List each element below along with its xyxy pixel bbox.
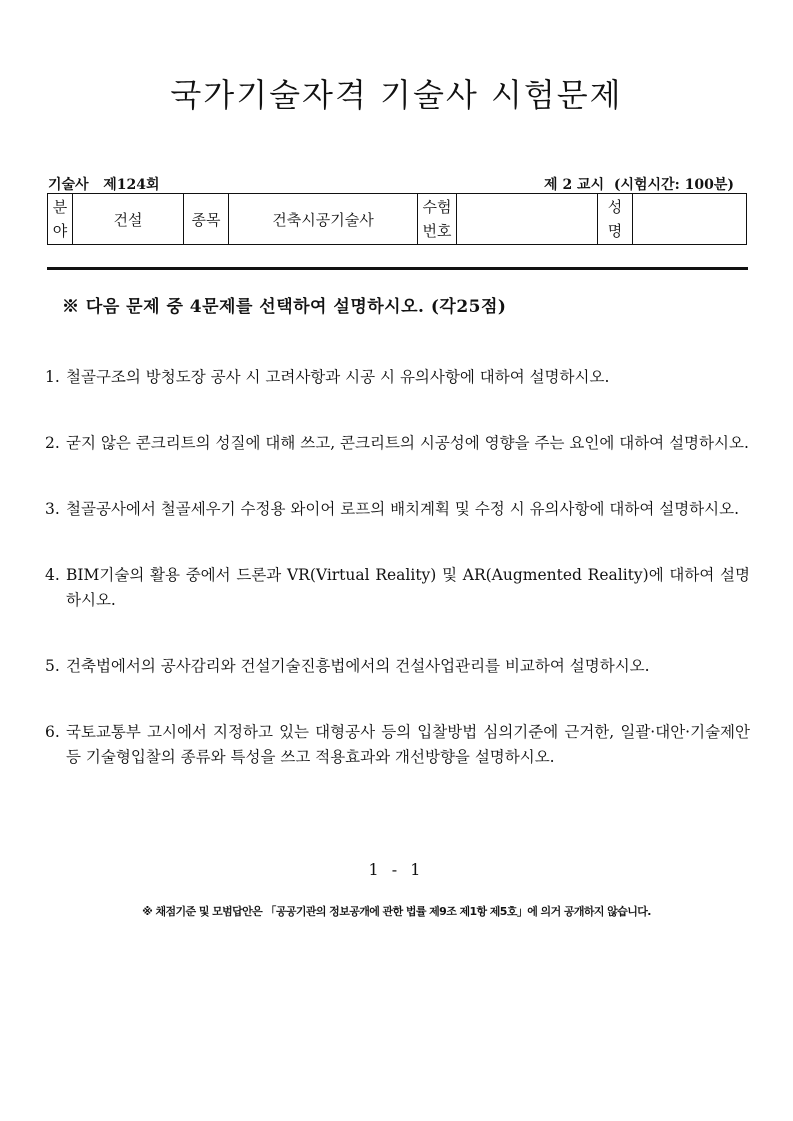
question-text: 철골구조의 방청도장 공사 시 고려사항과 시공 시 유의사항에 대하여 설명하시오. [66, 368, 610, 386]
exam-number-label-top: 수험 [422, 198, 452, 216]
question-list [45, 365, 750, 811]
item-value: 건축시공기술사 [229, 194, 418, 245]
question-number: 1. [45, 368, 60, 386]
exam-round: 기술사 제124회 [48, 177, 160, 193]
exam-number-label-bottom: 번호 [422, 222, 452, 240]
exam-info-table [47, 193, 747, 245]
exam-period: 제 2 교시 (시험시간: 100분) [544, 177, 734, 193]
exam-number-label-cell [418, 194, 457, 245]
field-label-cell [48, 194, 73, 245]
name-label-bottom: 명 [607, 222, 623, 240]
question-item [45, 431, 750, 456]
question-text: 철골공사에서 철골세우기 수정용 와이어 로프의 배치계획 및 수정 시 유의사항에 대하여 설명하시오. [66, 500, 740, 518]
question-item [45, 563, 750, 613]
question-text: 건축법에서의 공사감리와 건설기술진흥법에서의 건설사업관리를 비교하여 설명하시오. [66, 657, 650, 675]
question-number: 6. [45, 723, 60, 741]
question-item [45, 720, 750, 770]
question-number: 2. [45, 434, 60, 452]
question-item [45, 654, 750, 679]
question-number: 5. [45, 657, 60, 675]
question-text: BIM기술의 활용 중에서 드론과 VR(Virtual Reality) 및 AR(Augmented Reality)에 대하여 설명하시오. [66, 566, 750, 609]
name-label-top: 성 [607, 198, 623, 216]
page-title: 국가기술자격 기술사 시험문제 [170, 76, 623, 114]
exam-number-value[interactable] [457, 194, 598, 245]
question-item [45, 497, 750, 522]
page-number: 1 - 1 [368, 860, 425, 879]
field-label-bottom: 야 [52, 222, 68, 240]
instruction-text: ※ 다음 문제 중 4문제를 선택하여 설명하시오. (각25점) [62, 297, 507, 317]
divider-line [47, 267, 748, 270]
footnote: ※ 채점기준 및 모범답안은 「공공기관의 정보공개에 관한 법률 제9조 제1항 제5호」에 의거 공개하지 않습니다. [142, 905, 651, 918]
field-label-top: 분 [52, 198, 68, 216]
name-value[interactable] [633, 194, 747, 245]
field-value: 건설 [73, 194, 184, 245]
item-label: 종목 [184, 194, 229, 245]
question-text: 국토교통부 고시에서 지정하고 있는 대형공사 등의 입찰방법 심의기준에 근거한, 일괄·대안·기술제안 등 기술형입찰의 종류와 특성을 쓰고 적용효과와 개선방향을 설명하시오. [66, 723, 750, 766]
question-text: 굳지 않은 콘크리트의 성질에 대해 쓰고, 콘크리트의 시공성에 영향을 주는 요인에 대하여 설명하시오. [66, 434, 749, 452]
question-item [45, 365, 750, 390]
question-number: 3. [45, 500, 60, 518]
name-label-cell [598, 194, 633, 245]
question-number: 4. [45, 566, 60, 584]
